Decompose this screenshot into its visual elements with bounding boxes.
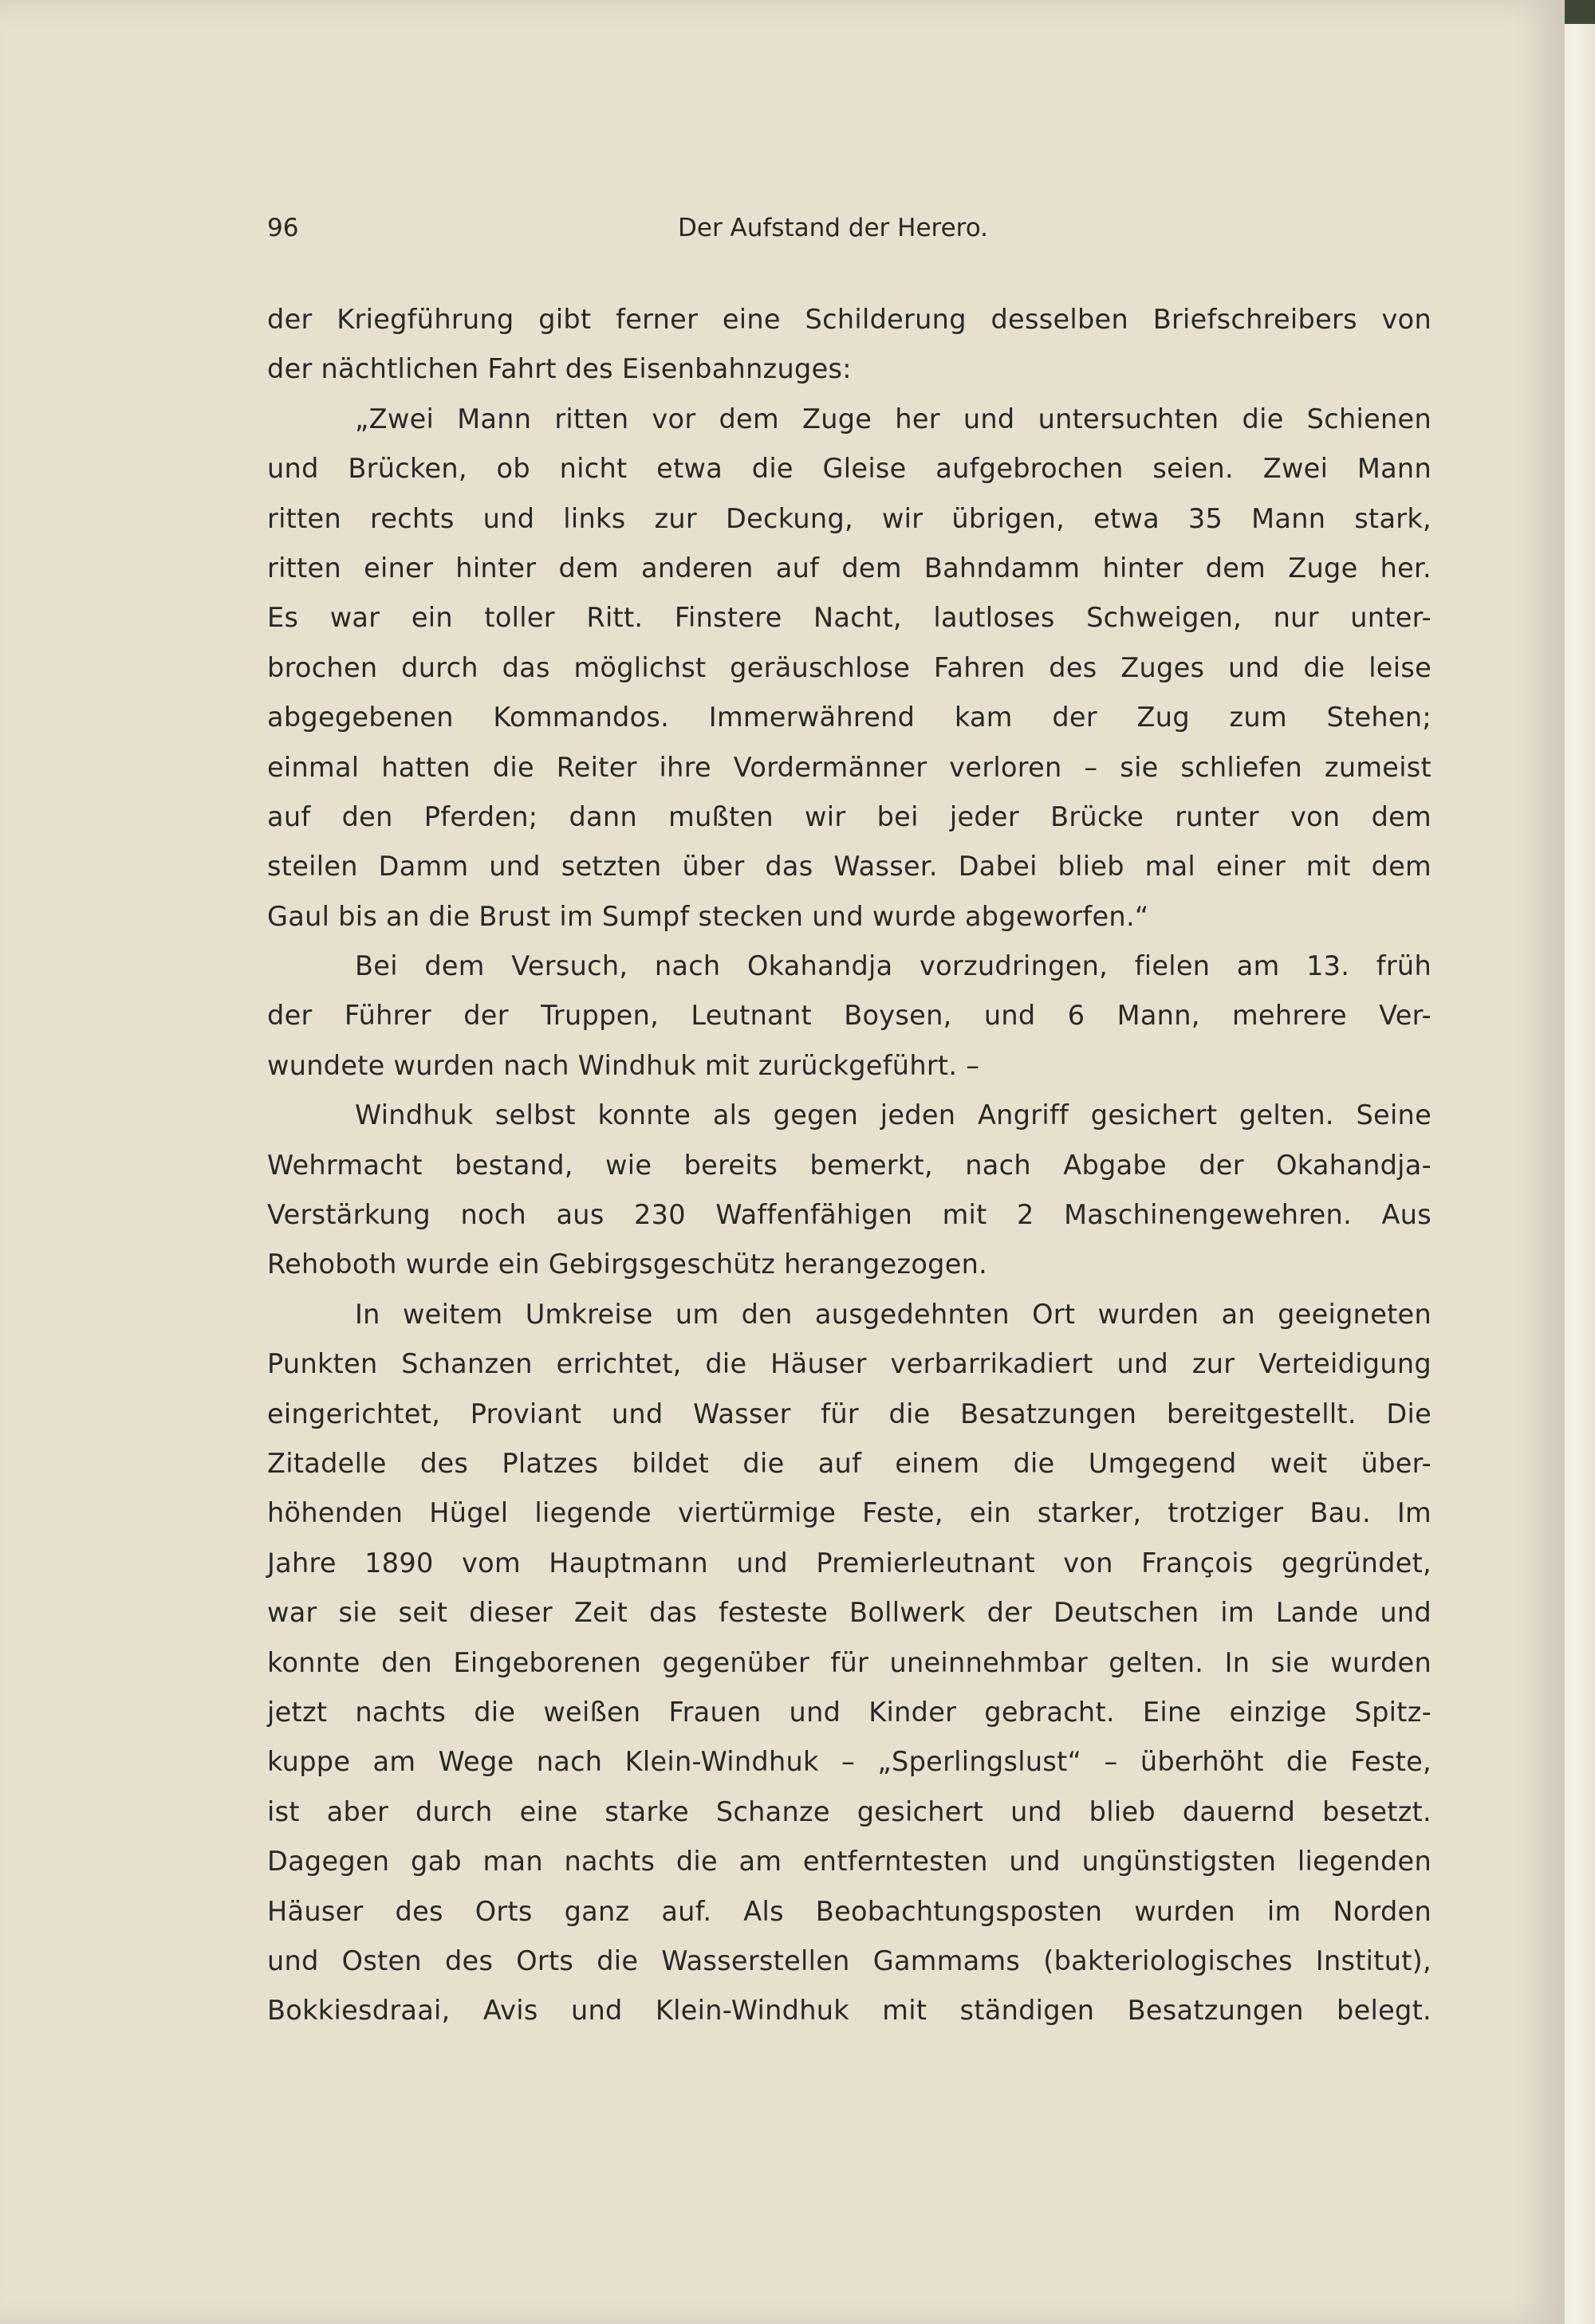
text-line: steilen Damm und setzten über das Wasser. Dabei blieb mal einer mit dem <box>267 851 1432 883</box>
text-line: höhenden Hügel liegende viertürmige Feste, ein starker, trotziger Bau. Im <box>267 1497 1432 1529</box>
text-line: Jahre 1890 vom Hauptmann und Premierleutnant von François gegründet, <box>267 1547 1432 1579</box>
text-line: war sie seit dieser Zeit das festeste Bollwerk der Deutschen im Lande und <box>267 1597 1432 1629</box>
page-number: 96 <box>267 214 299 242</box>
text-line: Gaul bis an die Brust im Sumpf stecken und wurde abgeworfen.“ <box>267 900 1149 932</box>
page-header <box>267 214 1432 254</box>
text-line: konnte den Eingeborenen gegenüber für uneinnehmbar gelten. In sie wurden <box>267 1646 1432 1678</box>
text-line: Bei dem Versuch, nach Okahandja vorzudringen, fielen am 13. früh <box>355 950 1432 982</box>
text-line: Punkten Schanzen errichtet, die Häuser verbarrikadiert und zur Verteidigung <box>267 1348 1432 1380</box>
text-line: Zitadelle des Platzes bildet die auf einem die Umgegend weit über- <box>267 1447 1432 1479</box>
text-line: der Kriegführung gibt ferner eine Schilderung desselben Briefschreibers von <box>267 304 1432 335</box>
text-line: ist aber durch eine starke Schanze gesichert und blieb dauernd besetzt. <box>267 1795 1432 1827</box>
text-line: und Brücken, ob nicht etwa die Gleise aufgebrochen seien. Zwei Mann <box>267 453 1432 485</box>
text-line: eingerichtet, Proviant und Wasser für die Besatzungen bereitgestellt. Die <box>267 1398 1432 1429</box>
text-line: Wehrmacht bestand, wie bereits bemerkt, nach Abgabe der Okahandja- <box>267 1149 1432 1181</box>
text-line: Es war ein toller Ritt. Finstere Nacht, lautloses Schweigen, nur unter- <box>267 602 1432 634</box>
text-line: abgegebenen Kommandos. Immerwährend kam der Zug zum Stehen; <box>267 702 1432 733</box>
text-line: einmal hatten die Reiter ihre Vordermänner verloren – sie schliefen zumeist <box>267 751 1432 783</box>
text-line: auf den Pferden; dann mußten wir bei jeder Brücke runter von dem <box>267 800 1432 832</box>
text-line: der Führer der Truppen, Leutnant Boysen, und 6 Mann, mehrere Ver- <box>267 1000 1432 1032</box>
text-line: Verstärkung noch aus 230 Waffenfähigen mit 2 Maschinengewehren. Aus <box>267 1199 1432 1231</box>
text-line: Rehoboth wurde ein Gebirgsgeschütz herangezogen. <box>267 1249 988 1280</box>
text-line: In weitem Umkreise um den ausgedehnten Ort wurden an geeigneten <box>355 1298 1432 1330</box>
text-line: Windhuk selbst konnte als gegen jeden Angriff gesichert gelten. Seine <box>355 1099 1432 1131</box>
text-line: „Zwei Mann ritten vor dem Zuge her und untersuchten die Schienen <box>355 403 1432 435</box>
text-line: Häuser des Orts ganz auf. Als Beobachtungsposten wurden im Norden <box>267 1895 1432 1927</box>
text-line: Dagegen gab man nachts die am entferntesten und ungünstigsten liegenden <box>267 1846 1432 1878</box>
text-line: ritten rechts und links zur Deckung, wir übrigen, etwa 35 Mann stark, <box>267 502 1432 534</box>
text-line: ritten einer hinter dem anderen auf dem Bahndamm hinter dem Zuge her. <box>267 552 1432 584</box>
text-line: der nächtlichen Fahrt des Eisenbahnzuges: <box>267 353 852 385</box>
text-line: Bokkiesdraai, Avis und Klein-Windhuk mit ständigen Besatzungen belegt. <box>267 1995 1432 2027</box>
body-text <box>267 295 1432 2036</box>
text-line: brochen durch das möglichst geräuschlose Fahren des Zuges und die leise <box>267 651 1432 683</box>
running-title: Der Aufstand der Herero. <box>678 214 988 242</box>
text-line: jetzt nachts die weißen Frauen und Kinder gebracht. Eine einzige Spitz- <box>267 1696 1432 1728</box>
text-line: und Osten des Orts die Wasserstellen Gammams (bakteriologisches Institut), <box>267 1945 1432 1976</box>
text-line: kuppe am Wege nach Klein-Windhuk – „Sperlingslust“ – überhöht die Feste, <box>267 1746 1432 1778</box>
text-line: wundete wurden nach Windhuk mit zurückgeführt. – <box>267 1049 980 1081</box>
